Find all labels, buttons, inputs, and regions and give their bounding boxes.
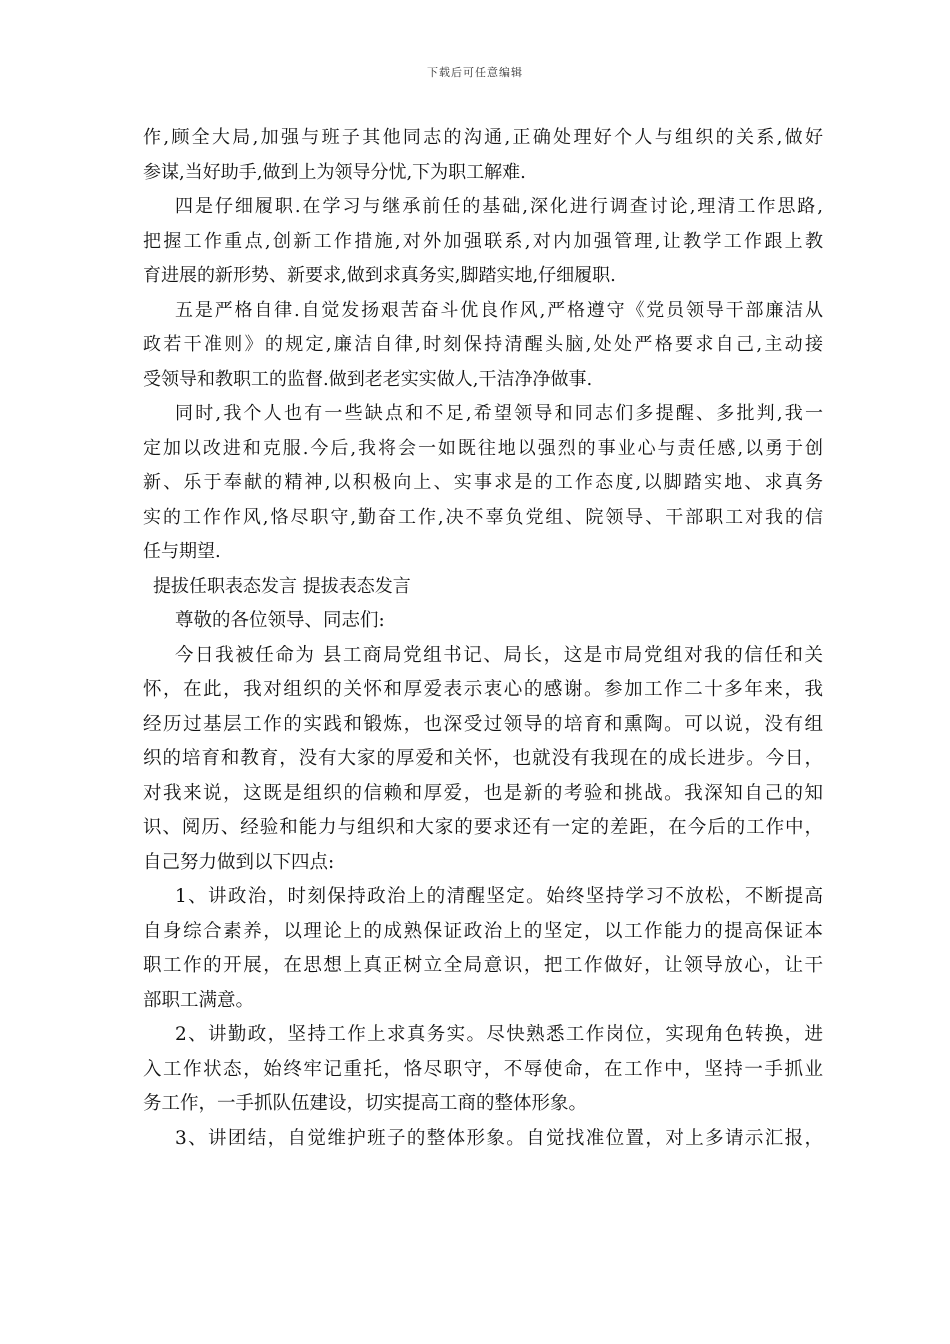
text-line: 怀，在此，我对组织的关怀和厚爱表示衷心的感谢。参加工作二十多年来，我: [143, 679, 823, 700]
text-line: 织的培育和教育，没有大家的厚爱和关怀，也就没有我现在的成长进步。今日，: [143, 748, 823, 769]
paragraph-start-line: 2、讲勤政，坚持工作上求真务实。尽快熟悉工作岗位，实现角色转换，进: [175, 1024, 823, 1045]
text-line: 经历过基层工作的实践和锻炼，也深受过领导的培育和熏陶。可以说，没有组: [143, 713, 823, 735]
paragraph-start-line: 3、讲团结，自觉维护班子的整体形象。自觉找准位置，对上多请示汇报，: [175, 1127, 823, 1149]
salutation: 尊敬的各位领导、同志们:: [175, 610, 385, 631]
section-title: 提拔任职表态发言 提拔表态发言: [153, 575, 411, 597]
text-line: 部职工满意。: [143, 989, 255, 1011]
text-line: 入工作状态，始终牢记重托，恪尽职守，不辱使命，在工作中，坚持一手抓业: [143, 1058, 823, 1080]
text-line: 参谋,当好助手,做到上为领导分忧,下为职工解难.: [143, 161, 526, 183]
text-line: 作,顾全大局,加强与班子其他同志的沟通,正确处理好个人与组织的关系,做好: [143, 127, 823, 148]
text-line: 自身综合素养，以理论上的成熟保证政治上的坚定，以工作能力的提高保证本: [143, 920, 823, 942]
text-line: 识、阅历、经验和能力与组织和大家的要求还有一定的差距，在今后的工作中，: [143, 817, 823, 838]
text-line: 自己努力做到以下四点:: [143, 851, 335, 873]
page-header: 下载后可任意编辑: [427, 66, 523, 79]
document-body: [143, 121, 823, 1156]
text-line: 定加以改进和克服.今后,我将会一如既往地以强烈的事业心与责任感,以勇于创: [143, 437, 823, 459]
text-line: 务工作，一手抓队伍建设，切实提高工商的整体形象。: [143, 1093, 588, 1114]
text-line: 职工作的开展，在思想上真正树立全局意识，把工作做好，让领导放心，让干: [143, 955, 823, 976]
text-line: 育进展的新形势、新要求,做到求真务实,脚踏实地,仔细履职.: [143, 265, 616, 286]
text-line: 对我来说，这既是组织的信赖和厚爱，也是新的考验和挑战。我深知自己的知: [143, 782, 823, 804]
section-a: [143, 121, 823, 570]
paragraph-start-line: 今日我被任命为 县工商局党组书记、局长，这是市局党组对我的信任和关: [175, 644, 823, 666]
text-line: 受领导和教职工的监督.做到老老实实做人,干洁净净做事.: [143, 368, 593, 390]
paragraph-start-line: 四是仔细履职.在学习与继承前任的基础,深化进行调查讨论,理清工作思路,: [175, 196, 823, 217]
text-line: 政若干准则》的规定,廉洁自律,时刻保持清醒头脑,处处严格要求自己,主动接: [143, 334, 823, 355]
text-line: 任与期望.: [143, 541, 221, 562]
paragraph-start-line: 五是严格自律.自觉发扬艰苦奋斗优良作风,严格遵守《党员领导干部廉洁从: [175, 299, 823, 321]
paragraph-start-line: 1、讲政治，时刻保持政治上的清醒坚定。始终坚持学习不放松，不断提高: [175, 886, 823, 907]
paragraph-start-line: 同时,我个人也有一些缺点和不足,希望领导和同志们多提醒、多批判,我一: [175, 403, 823, 424]
text-line: 新、乐于奉献的精神,以积极向上、实事求是的工作态度,以脚踏实地、求真务: [143, 472, 823, 493]
text-line: 把握工作重点,创新工作措施,对外加强联系,对内加强管理,让教学工作跟上教: [143, 230, 823, 252]
section-b: [143, 570, 823, 1157]
text-line: 实的工作作风,恪尽职守,勤奋工作,决不辜负党组、院领导、干部职工对我的信: [143, 506, 823, 528]
